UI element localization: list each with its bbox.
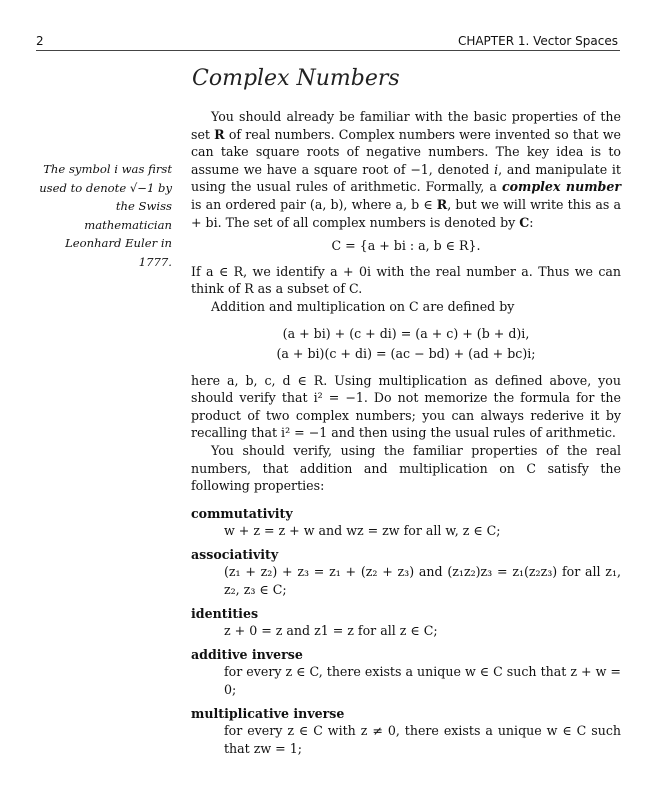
- text-run: of real numbers. Complex numbers were invented so that we can take square roots of negative numbers. The key idea is to assume we have a square root of −1, denoted: [191, 126, 621, 177]
- property-name: associativity: [191, 546, 279, 562]
- text-run: R: [214, 126, 225, 142]
- display-equations-operations: [191, 324, 621, 364]
- paragraph-properties-intro: You should verify, using the familiar properties of the real numbers, that addition and multiplication on C satisfy the following properties:: [191, 442, 621, 494]
- text-run: i: [494, 161, 499, 177]
- property-name: identities: [191, 605, 259, 621]
- property-name: additive inverse: [191, 646, 303, 662]
- term-complex-number: complex number: [501, 179, 622, 195]
- paragraph-verify-i: here a, b, c, d ∈ R. Using multiplication as defined above, you should verify that i² = −1. Do not memorize the formula for the product of two complex numbers; you can always rederive it by recalling that i² = −1 and then using the usual rules of arithmetic.: [191, 372, 621, 441]
- property-body: (z₁ + z₂) + z₃ = z₁ + (z₂ + z₃) and (z₁z₂)z₃ = z₁(z₂z₃) for all z₁, z₂, z₃ ∈ C;: [224, 564, 621, 598]
- property-body: for every z ∈ C with z ≠ 0, there exists a unique w ∈ C such that zw = 1;: [224, 723, 621, 756]
- header-rule: [36, 50, 620, 51]
- text-run: , and manipulate it using the usual rules of arithmetic. Formally, a: [191, 161, 621, 195]
- property-name: multiplicative inverse: [191, 705, 345, 721]
- property-additive-inverse: [191, 646, 621, 699]
- properties-list: [191, 505, 621, 758]
- property-associativity: [191, 546, 621, 599]
- paragraph-operations: Addition and multiplication on C are defined by: [211, 298, 515, 314]
- property-commutativity: [191, 505, 621, 540]
- display-equation-set-c: C = {a + bi : a, b ∈ R}.: [331, 238, 481, 254]
- paragraph-identify: If a ∈ R, we identify a + 0i with the real number a. Thus we can think of R as a subset of C.: [191, 263, 621, 297]
- property-body: z + 0 = z and z1 = z for all z ∈ C;: [224, 623, 438, 639]
- property-name: commutativity: [191, 505, 293, 521]
- section-title: Complex Numbers: [192, 66, 400, 91]
- main-text: [191, 108, 621, 763]
- text-run: , but we will write this as a + bi. The set of all complex numbers is denoted by: [191, 196, 621, 230]
- property-body: w + z = z + w and wz = zw for all w, z ∈ C;: [224, 523, 501, 539]
- text-run: C: [519, 214, 530, 230]
- property-multiplicative-inverse: [191, 705, 621, 758]
- text-run: :: [529, 214, 534, 230]
- chapter-heading: CHAPTER 1. Vector Spaces: [457, 34, 618, 48]
- property-identities: [191, 605, 621, 640]
- paragraph-intro: [191, 108, 621, 231]
- property-body: for every z ∈ C, there exists a unique w ∈ C such that z + w = 0;: [224, 664, 621, 698]
- equation-addition: (a + bi) + (c + di) = (a + c) + (b + d)i,: [282, 325, 530, 341]
- equation-multiplication: (a + bi)(c + di) = (ac − bd) + (ad + bc)i;: [276, 345, 536, 361]
- page-number: 2: [36, 34, 44, 48]
- margin-note: The symbol i was first used to denote √−1 by the Swiss mathematician Leonhard Euler in 1777.: [39, 162, 172, 269]
- text-run: is an ordered pair (a, b), where a, b ∈: [191, 196, 437, 212]
- running-header: [36, 34, 620, 52]
- text-run: R: [436, 196, 448, 212]
- text-run: You should already be familiar with the basic properties of the set: [191, 109, 621, 142]
